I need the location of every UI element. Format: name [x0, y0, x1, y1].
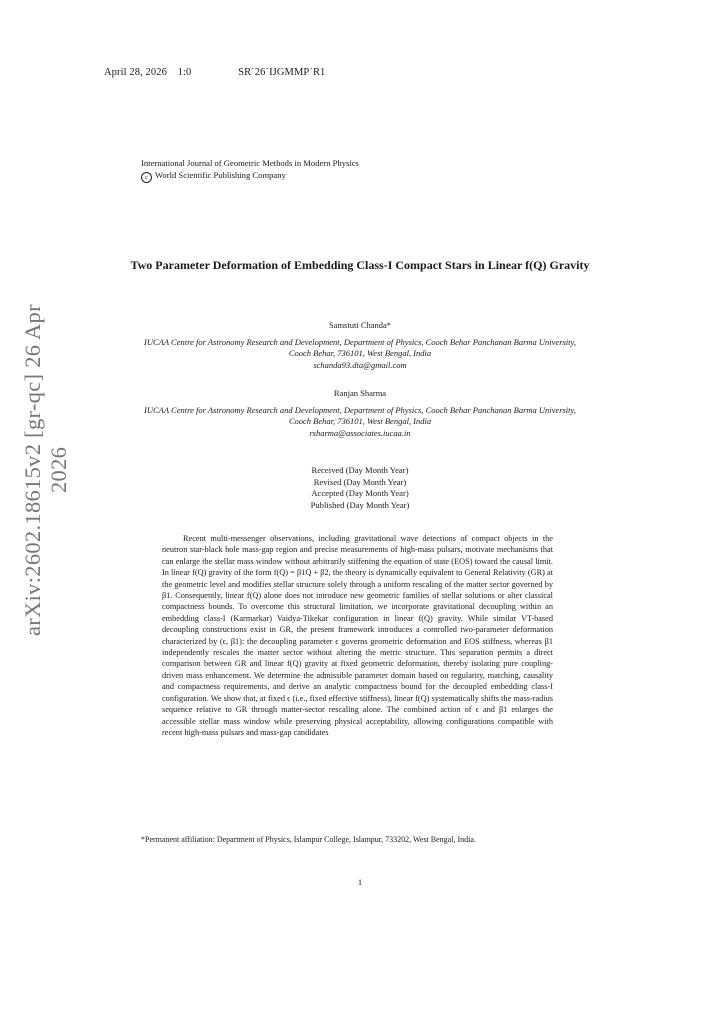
abstract-text: Recent multi-messenger observations, including gravitational wave detections of compact objects in the neutron star-black hole mass-gap region and precise measurements of high-mass pulsars, motivate mechanisms that can enlarge the stellar mass window without arbitrarily stiffening the equation of state (EOS) toward the causal limit. In linear f(Q) gravity of the form f(Q) = β1Q + β2, the theory is dynamically equivalent to General Relativity (GR) at the geometric level and modifies stellar structure solely through a uniform rescaling of the matter sector governed by β1. Consequently, linear f(Q) alone does not introduce new geometric families of stellar solutions or alter classical compactness bounds. To overcome this structural limitation, we incorporate gravitational decoupling within an embedding class-I (Karmarkar) Vaidya-Tikekar configuration in linear f(Q) gravity. While similar VT-based decoupling constructions exist in GR, the present framework introduces a controlled two-parameter deformation characterized by (ϵ, β1): the decoupling parameter ϵ governs geometric deformation and EOS stiffness, whereas β1 independently rescales the matter sector without altering the metric structure. This separation permits a direct comparison between GR and linear f(Q) gravity at fixed geometric deformation, thereby isolating pure coupling-driven mass enhancement. We determine the admissible parameter domain based on regularity, matching, causality and compactness requirements, and derive an analytic compactness bound for the decoupled embedding class-I configuration. We show that, at fixed ϵ (i.e., fixed effective stiffness), linear f(Q) systematically shifts the mass-radius sequence relative to GR through matter-sector rescaling alone. The combined action of ϵ and β1 enlarges the accessible stellar mass window while preserving physical acceptability, allowing configurations compatible with recent high-mass pulsars and mass-gap candidates [162, 534, 553, 737]
journal-info [141, 157, 359, 183]
footnote: *Permanent affiliation: Department of Physics, Islampur College, Islampur, 733202, West Bengal, India. [141, 835, 476, 844]
header-date: April 28, 2026 [104, 67, 167, 78]
header-code: SR˙26˙IJGMMP˙R1 [238, 67, 326, 78]
author-name: Ranjan Sharma [333, 388, 387, 398]
publication-history [200, 465, 520, 511]
author-name: Samstuti Chanda* [328, 320, 392, 330]
journal-copyright [141, 169, 359, 183]
publisher-name: World Scientific Publishing Company [155, 170, 286, 180]
author-email: schanda93.dta@gmail.com [313, 359, 407, 370]
author-block [140, 320, 580, 371]
author-block [140, 388, 580, 439]
history-revised: Revised (Day Month Year) [313, 476, 407, 487]
history-published: Published (Day Month Year) [310, 499, 410, 510]
author-affiliation: IUCAA Centre for Astronomy Research and Development, Department of Physics, Cooch Behar Panchanan Barma University, Cooch Behar, 736101, West Bengal, India [144, 404, 576, 426]
arxiv-stamp: arXiv:2602.18615v2 [gr-qc] 26 Apr 2026 [20, 304, 71, 636]
page-number: 1 [357, 877, 363, 887]
history-accepted: Accepted (Day Month Year) [311, 488, 409, 498]
author-affiliation: IUCAA Centre for Astronomy Research and Development, Department of Physics, Cooch Behar Panchanan Barma University, Cooch Behar, 736101, West Bengal, India [144, 336, 576, 358]
copyright-icon: c [141, 172, 152, 183]
history-received: Received (Day Month Year) [311, 465, 409, 475]
journal-name: International Journal of Geometric Methods in Modern Physics [141, 158, 359, 168]
running-header [104, 67, 325, 78]
header-time: 1:0 [177, 67, 192, 78]
paper-title: Two Parameter Deformation of Embedding Class-I Compact Stars in Linear f(Q) Gravity [130, 258, 590, 272]
author-email: rsharma@associates.iucaa.in [309, 427, 411, 438]
